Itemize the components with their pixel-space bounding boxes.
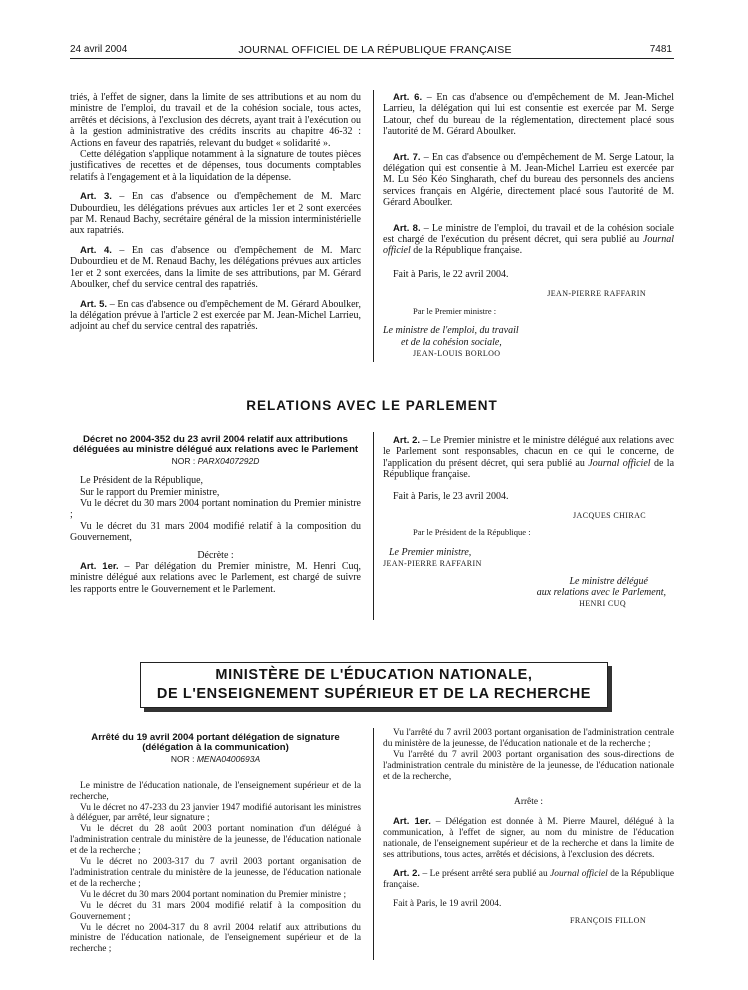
paragraph: triés, à l'effet de signer, dans la limite de ses attributions et au nom du ministre de l'emploi, du travail et de la cohésion sociale, tous actes, arrêtés et décisions, à l'exclusion des décrets, ayant trait à l'exécution ou à la gestion administrative des crédits inscrits au chapitre 46-32 : Actions en faveur des rapatriés, relevant du budget « solidarité ». xyxy=(70,92,361,149)
paragraph: Vu le décret du 31 mars 2004 modifié relatif à la composition du Gouvernement, xyxy=(70,520,361,544)
fait-a-paris: Fait à Paris, le 23 avril 2004. xyxy=(393,490,509,502)
section2-left-column xyxy=(70,733,361,955)
paragraph: Vu le décret no 2003-317 du 7 avril 2003 portant organisation de l'administration centrale du ministère de la jeunesse, de l'éducation nationale et de la recherche ; xyxy=(70,857,361,889)
section2-right-column xyxy=(383,728,674,927)
article-1: Art. 1er. – Délégation est donnée à M. Pierre Maurel, délégué à la communication, à l'effet de signer, au nom du ministre de l'éducation nationale, de l'enseignement supérieur et de la recherche et dans la limite de ses attributions, tous actes, arrêtés et décisions, à l'exclusion des décrets. xyxy=(383,816,674,861)
article-3: Art. 3. – En cas d'absence ou d'empêchement de M. Marc Dubourdieu, les délégations prévues aux articles 1er et 2 sont exercées par M. Renaud Bachy, secrétaire général de la mission interministérielle aux rapatriés. xyxy=(70,191,361,237)
signature-par: Par le Premier ministre : xyxy=(413,305,497,316)
top-left-column xyxy=(70,92,361,333)
article-2: Art. 2. – Le présent arrêté sera publié au Journal officiel de la République française. xyxy=(383,868,674,890)
paragraph: Vu le décret du 28 août 2003 portant nomination d'un délégué à l'administration centrale du ministère de la jeunesse, de l'éducation nationale et de la recherche ; xyxy=(70,824,361,857)
arrete-title: Arrêté du 19 avril 2004 portant délégation de signature (délégation à la communication) xyxy=(91,732,340,754)
header-date: 24 avril 2004 xyxy=(70,44,128,55)
signature-par: Par le Président de la République : xyxy=(413,527,531,538)
section1-left-column xyxy=(70,435,361,595)
article-label: Art. 3. xyxy=(80,191,112,203)
ministry-header-box xyxy=(140,662,608,708)
article-label: Art. 7. xyxy=(393,151,421,163)
paragraph: Vu le décret du 30 mars 2004 portant nomination du Premier ministre ; xyxy=(70,498,361,521)
article-label: Art. 1er. xyxy=(80,561,119,573)
article-label: Art. 6. xyxy=(393,92,423,103)
column-divider xyxy=(373,90,374,362)
signature-name: FRANÇOIS FILLON xyxy=(569,915,646,925)
decree-title: Décret no 2004-352 du 23 avril 2004 relatif aux attributions déléguées au ministre délégué aux relations avec le Parlement xyxy=(72,434,359,456)
article-5: Art. 5. – En cas d'absence ou d'empêchement de M. Gérard Aboulker, la délégation prévue à l'article 2 est exercée par M. Jean-Michel Larrieu, adjoint au chef du service central des rapatriés. xyxy=(70,298,361,333)
arrete: Arrête : xyxy=(514,796,543,807)
nor-reference: NOR : MENA0400693A xyxy=(170,753,261,764)
paragraph: Vu l'arrêté du 7 avril 2003 portant organisation des sous-directions de l'administration centrale du ministère de la jeunesse, de l'éducation nationale et de la recherche, xyxy=(383,749,674,782)
header-journal-title: JOURNAL OFFICIEL DE LA RÉPUBLIQUE FRANÇAISE xyxy=(238,44,512,56)
article-label: Art. 5. xyxy=(80,298,108,310)
nor-reference: NOR : PARX0407292D xyxy=(171,455,260,466)
column-divider xyxy=(373,728,374,960)
top-right-column xyxy=(383,92,674,359)
article-4: Art. 4. – En cas d'absence ou d'empêchement de M. Marc Dubourdieu et de M. Renaud Bachy, les délégations prévues aux articles 1er et 2 sont exercées, dans la limite de ses attributions, par M. Gérard Aboulker, chef du service central des rapatriés. xyxy=(70,244,361,291)
column-divider xyxy=(373,432,374,620)
minister-title: Le Premier ministre, xyxy=(389,546,472,558)
fait-a-paris: Fait à Paris, le 22 avril 2004. xyxy=(393,268,509,280)
minister-title: Le ministre délégué xyxy=(569,575,648,587)
signature-name: JEAN-PIERRE RAFFARIN xyxy=(547,289,646,299)
paragraph: Cette délégation s'applique notamment à la signature de toutes pièces justificatives de recettes et de dépenses, tous documents comptables relatifs à l'engagement et à la liquidation de la dépense. xyxy=(70,149,361,183)
article-7: Art. 7. – En cas d'absence ou d'empêchement de M. Serge Latour, la délégation qui est consentie à M. Jean-Michel Larrieu est exercée par M. Lu Séo Kéo Singharath, chef du bureau des personnels des anciens services français en Algérie, directement placé sous l'autorité de M. Gérard Aboulker. xyxy=(383,151,674,209)
article-label: Art. 4. xyxy=(80,244,112,256)
ministry-title-line: DE L'ENSEIGNEMENT SUPÉRIEUR ET DE LA RECHERCHE xyxy=(156,686,592,702)
article-label: Art. 2. xyxy=(393,868,421,880)
paragraph: Vu l'arrêté du 7 avril 2003 portant organisation de l'administration centrale du ministère de la jeunesse, de l'éducation nationale et de la recherche ; xyxy=(383,728,674,749)
paragraph: Sur le rapport du Premier ministre, xyxy=(80,486,220,498)
article-2: Art. 2. – Le Premier ministre et le ministre délégué aux relations avec le Parlement sont responsables, chacun en ce qui le concerne, de l'application du présent décret, qui sera publié au Journal officiel de la République française. xyxy=(383,435,675,481)
section-title: RELATIONS AVEC LE PARLEMENT xyxy=(246,398,498,413)
signature-name: JACQUES CHIRAC xyxy=(573,511,646,521)
article-1: Art. 1er. – Par délégation du Premier ministre, M. Henri Cuq, ministre délégué aux relations avec le Parlement, est chargé de suivre les rapports entre le Gouvernement et le Parlement. xyxy=(70,561,361,595)
paragraph: Vu le décret du 30 mars 2004 portant nomination du Premier ministre ; xyxy=(80,889,347,900)
paragraph: Vu le décret no 2004-317 du 8 avril 2004 relatif aux attributions du ministre de l'éducation nationale, de l'enseignement supérieur et de la recherche ; xyxy=(70,922,361,955)
header-rule xyxy=(70,58,674,59)
minister-title: et de la cohésion sociale, xyxy=(401,336,502,348)
fait-a-paris: Fait à Paris, le 19 avril 2004. xyxy=(393,898,502,909)
decrete: Décrète : xyxy=(197,549,234,561)
minister-name: HENRI CUQ xyxy=(579,599,626,609)
article-8: Art. 8. – Le ministre de l'emploi, du travail et de la cohésion sociale est chargé de l'exécution du présent décret, qui sera publié au Journal officiel de la République française. xyxy=(383,222,674,257)
ministry-title-line: MINISTÈRE DE L'ÉDUCATION NATIONALE, xyxy=(215,667,533,683)
article-label: Art. 1er. xyxy=(393,816,431,828)
minister-title: aux relations avec le Parlement, xyxy=(536,587,666,599)
article-label: Art. 2. xyxy=(393,435,421,446)
minister-name: JEAN-PIERRE RAFFARIN xyxy=(383,559,482,569)
paragraph: Vu le décret no 47-233 du 23 janvier 1947 modifié autorisant les ministres à déléguer, par arrêté, leur signature ; xyxy=(70,802,361,824)
header-page-number: 7481 xyxy=(649,44,672,55)
section1-right-column xyxy=(383,435,674,610)
minister-name: JEAN-LOUIS BORLOO xyxy=(413,348,501,358)
article-6: Art. 6. – En cas d'absence ou d'empêchement de M. Jean-Michel Larrieu, la délégation qui lui est consentie est exercée par M. Serge Latour, chef du bureau de la réglementation, directement placé sous l'autorité de M. Gérard Aboulker. xyxy=(383,92,674,138)
paragraph: Le ministre de l'éducation nationale, de l'enseignement supérieur et de la recherche, xyxy=(70,780,361,802)
minister-title: Le ministre de l'emploi, du travail xyxy=(383,325,519,337)
article-label: Art. 8. xyxy=(393,222,421,234)
paragraph: Vu le décret du 31 mars 2004 modifié relatif à la composition du Gouvernement ; xyxy=(70,900,361,922)
paragraph: Le Président de la République, xyxy=(80,475,204,487)
